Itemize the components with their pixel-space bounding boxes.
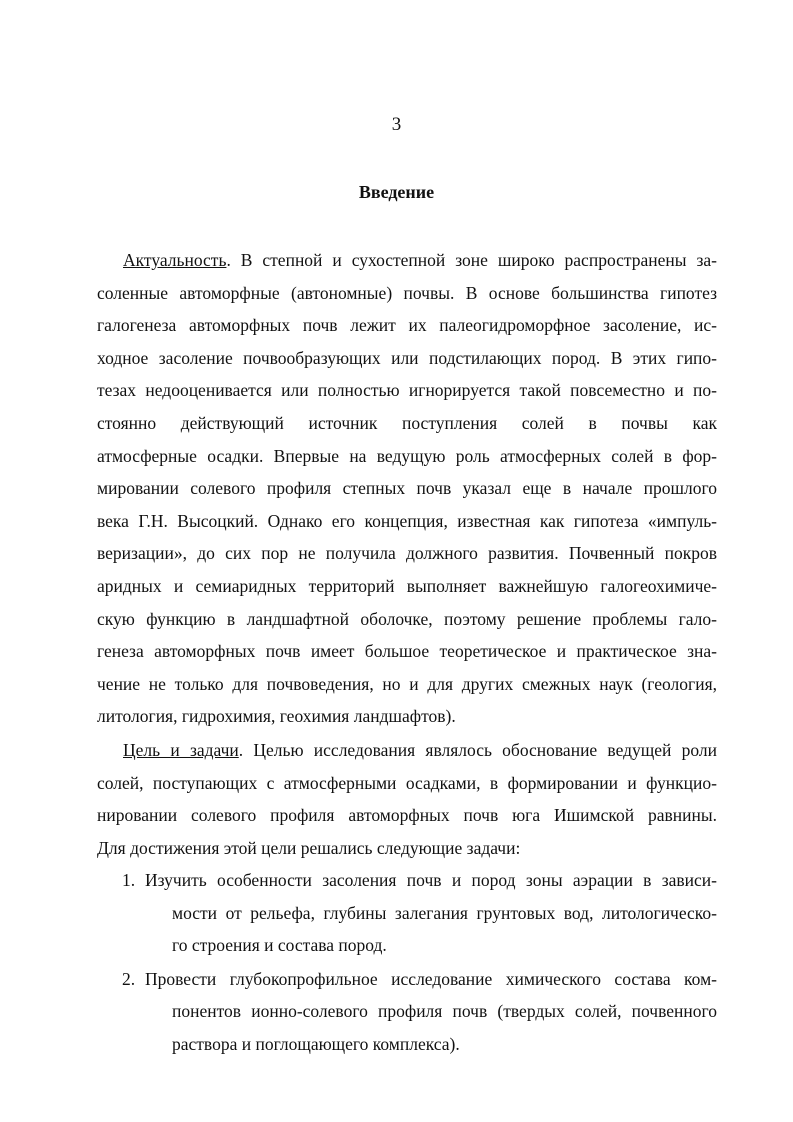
list-item-number: 2.	[122, 968, 136, 989]
list-item-line: Провести глубокопрофильное исследование химического состава ком-	[145, 968, 717, 989]
paragraph-line: нировании солевого профиля автоморфных почв юга Ишимской равнины.	[97, 805, 717, 826]
goal-line-0-text: . Целью исследования являлось обоснование ведущей роли	[238, 740, 717, 760]
section-heading: Введение	[358, 182, 435, 202]
relevance-line-0-text: . В степной и сухостепной зоне широко распространены за-	[226, 250, 717, 270]
list-item-line: го строения и состава пород.	[172, 935, 387, 956]
paragraph-line: чение не только для почвоведения, но и для других смежных наук (геология,	[97, 673, 717, 694]
list-item-body	[97, 864, 717, 962]
paragraph-line: галогенеза автоморфных почв лежит их палеогидроморфное засоление, ис-	[97, 315, 717, 336]
paragraph-line: мировании солевого профиля степных почв указал еще в начале прошлого	[97, 478, 717, 499]
paragraph-line: соленные автоморфные (автономные) почвы. В основе большинства гипотез	[97, 282, 717, 303]
paragraph-line	[97, 734, 717, 767]
paragraph-line: стоянно действующий источник поступления солей в почвы как	[97, 412, 717, 433]
task-list	[97, 864, 717, 1061]
paragraph-line: скую функцию в ландшафтной оболочке, поэтому решение проблемы гало-	[97, 608, 717, 629]
list-item-line: Изучить особенности засоления почв и пород зоны аэрации в зависи-	[145, 870, 717, 890]
list-item-number: 1.	[122, 870, 136, 890]
paragraph-line	[97, 244, 717, 277]
paragraph-line: тезах недооценивается или полностью игнорируется такой повсеместно и по-	[97, 380, 717, 401]
goal-label: Цель и задачи	[123, 740, 239, 760]
paragraph-line: Для достижения этой цели решались следующие задачи:	[97, 837, 521, 858]
goal-paragraph	[97, 734, 717, 864]
paragraph-line: аридных и семиаридных территорий выполняет важнейшую галогеохимиче-	[97, 575, 717, 596]
relevance-label: Актуальность	[123, 250, 227, 270]
paragraph-line: литология, гидрохимия, геохимия ландшафтов).	[97, 706, 456, 727]
paragraph-line: веризации», до сих пор не получила должного развития. Почвенный покров	[97, 543, 717, 564]
paragraph-line: века Г.Н. Высоцкий. Однако его концепция, известная как гипотеза «импуль-	[97, 510, 717, 531]
paragraph-line: атмосферные осадки. Впервые на ведущую роль атмосферных солей в фор-	[97, 445, 717, 466]
list-item-line: раствора и поглощающего комплекса).	[172, 1033, 460, 1054]
relevance-paragraph	[97, 244, 717, 733]
paragraph-line: генеза автоморфных почв имеет большое теоретическое и практическое зна-	[97, 641, 717, 662]
paragraph-line: солей, поступающих с атмосферными осадками, в формировании и функцио-	[97, 772, 717, 793]
paragraph-line: ходное засоление почвообразующих или подстилающих пород. В этих гипо-	[97, 347, 717, 368]
list-item-body	[97, 963, 717, 1061]
list-item	[97, 864, 717, 962]
page-number: 3	[391, 114, 402, 135]
list-item	[97, 963, 717, 1061]
list-item-line: понентов ионно-солевого профиля почв (твердых солей, почвенного	[172, 1001, 717, 1022]
list-item-line: мости от рельефа, глубины залегания грунтовых вод, литологическо-	[172, 902, 717, 923]
